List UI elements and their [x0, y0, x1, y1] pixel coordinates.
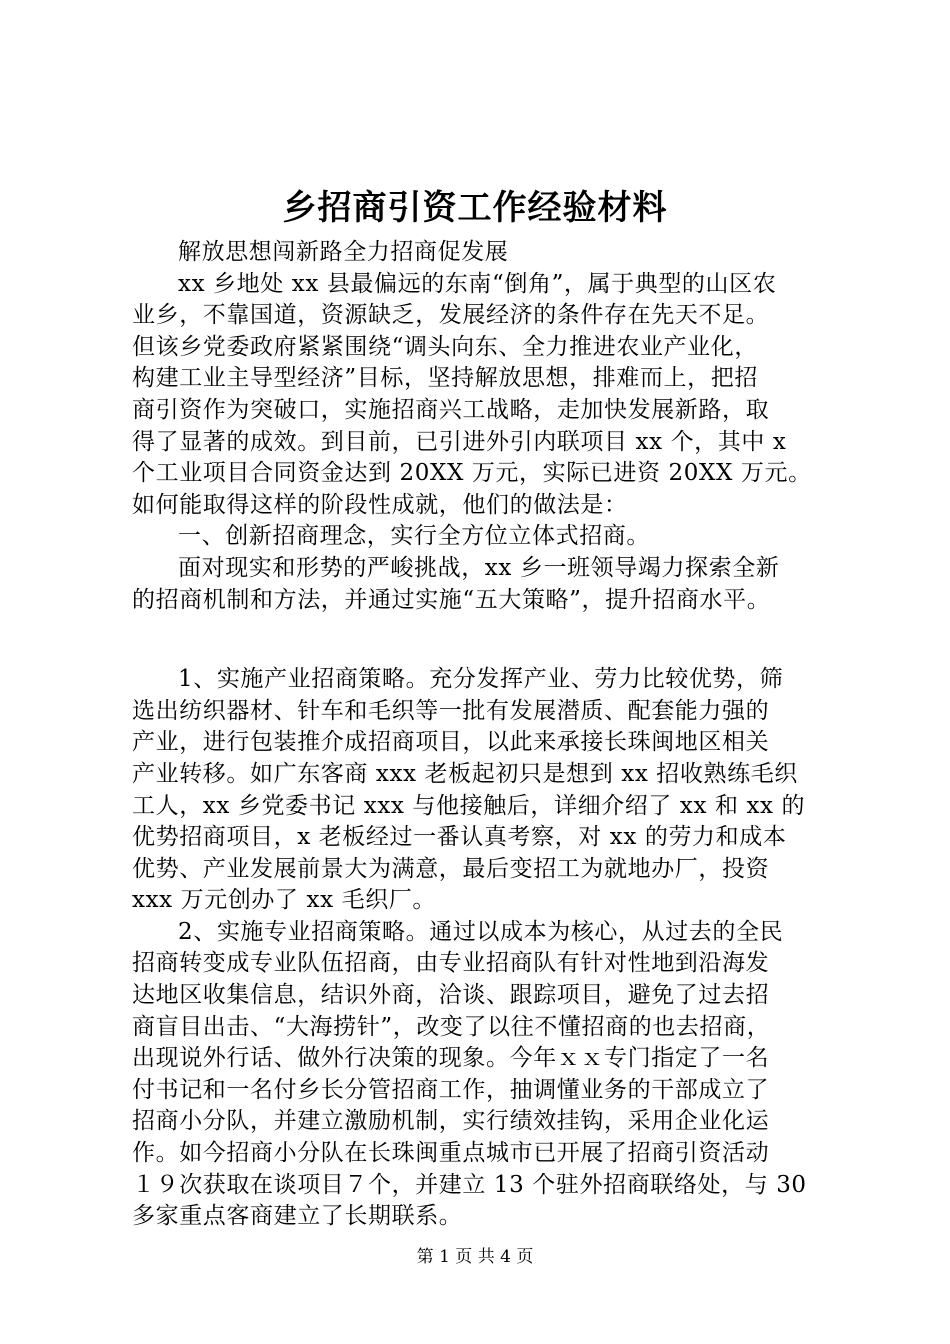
paragraph-line: 招商小分队，并建立激励机制，实行绩效挂钩，采用企业化运	[132, 1108, 770, 1135]
paragraph-line: xx 乡地处 xx 县最偏远的东南“倒角”，属于典型的山区农	[178, 270, 777, 297]
paragraph-line: 业乡，不靠国道，资源缺乏，发展经济的条件存在先天不足。	[132, 302, 770, 329]
paragraph-line: 但该乡党委政府紧紧围绕“调头向东、全力推进农业产业化，	[132, 333, 758, 360]
paragraph-line: 商引资作为突破口，实施招商兴工战略，走加快发展新路，取	[132, 396, 770, 423]
paragraph-line: 招商转变成专业队伍招商，由专业招商队有针对性地到沿海发	[132, 950, 770, 977]
paragraph-line: 产业转移。如广东客商 xxx 老板起初只是想到 xx 招收熟练毛织	[132, 760, 798, 787]
paragraph-line: xxx 万元创办了 xx 毛织厂。	[132, 887, 436, 914]
paragraph-line: 面对现实和形势的严峻挑战，xx 乡一班领导竭力探索全新	[178, 554, 780, 581]
paragraph-line: 的招商机制和方法，并通过实施“五大策略”，提升招商水平。	[132, 586, 771, 613]
paragraph-line: 构建工业主导型经济”目标，坚持解放思想，排难而上，把招	[132, 365, 758, 392]
paragraph-line: 优势、产业发展前景大为满意，最后变招工为就地办厂，投资	[132, 855, 770, 882]
paragraph-line: 选出纺织器材、针车和毛织等一批有发展潜质、配套能力强的	[132, 697, 770, 724]
paragraph-line: 产业，进行包装推介成招商项目，以此来承接长珠闽地区相关	[132, 729, 770, 756]
paragraph-line: １９次获取在谈项目７个，并建立 13 个驻外招商联络处，与 30	[132, 1171, 807, 1198]
paragraph-line: 多家重点客商建立了长期联系。	[132, 1203, 463, 1230]
paragraph-line: 如何能取得这样的阶段性成就，他们的做法是：	[132, 491, 628, 518]
paragraph-line: 1、实施产业招商策略。充分发挥产业、劳力比较优势，筛	[178, 666, 784, 693]
paragraph-line: 出现说外行话、做外行决策的现象。今年ｘｘ专门指定了一名	[132, 1045, 770, 1072]
paragraph-line: 个工业项目合同资金达到 20XX 万元，实际已进资 20XX 万元。	[132, 460, 812, 487]
paragraph-line: 2、实施专业招商策略。通过以成本为核心，从过去的全民	[178, 918, 784, 945]
document-title: 乡招商引资工作经验材料	[282, 188, 668, 228]
paragraph-line: 作。如今招商小分队在长珠闽重点城市已开展了招商引资活动	[132, 1140, 770, 1167]
paragraph-line: 优势招商项目，x 老板经过一番认真考察，对 xx 的劳力和成本	[132, 824, 787, 851]
page-footer: 第 1 页 共 4 页	[416, 1247, 534, 1267]
paragraph-line: 工人，xx 乡党委书记 xxx 与他接触后，详细介绍了 xx 和 xx 的	[132, 792, 806, 819]
paragraph-line: 得了显著的成效。到目前，已引进外引内联项目 xx 个，其中 x	[132, 428, 787, 455]
section-heading: 一、创新招商理念，实行全方位立体式招商。	[178, 523, 650, 550]
subtitle-line: 解放思想闯新路全力招商促发展	[178, 239, 509, 265]
paragraph-line: 付书记和一名付乡长分管招商工作，抽调懂业务的干部成立了	[132, 1076, 770, 1103]
paragraph-line: 商盲目出击、“大海捞针”，改变了以往不懂招商的也去招商，	[132, 1013, 771, 1040]
paragraph-gap	[132, 616, 832, 664]
document-body	[132, 237, 832, 1233]
paragraph-line: 达地区收集信息，结识外商，洽谈、跟踪项目，避免了过去招	[132, 982, 770, 1009]
